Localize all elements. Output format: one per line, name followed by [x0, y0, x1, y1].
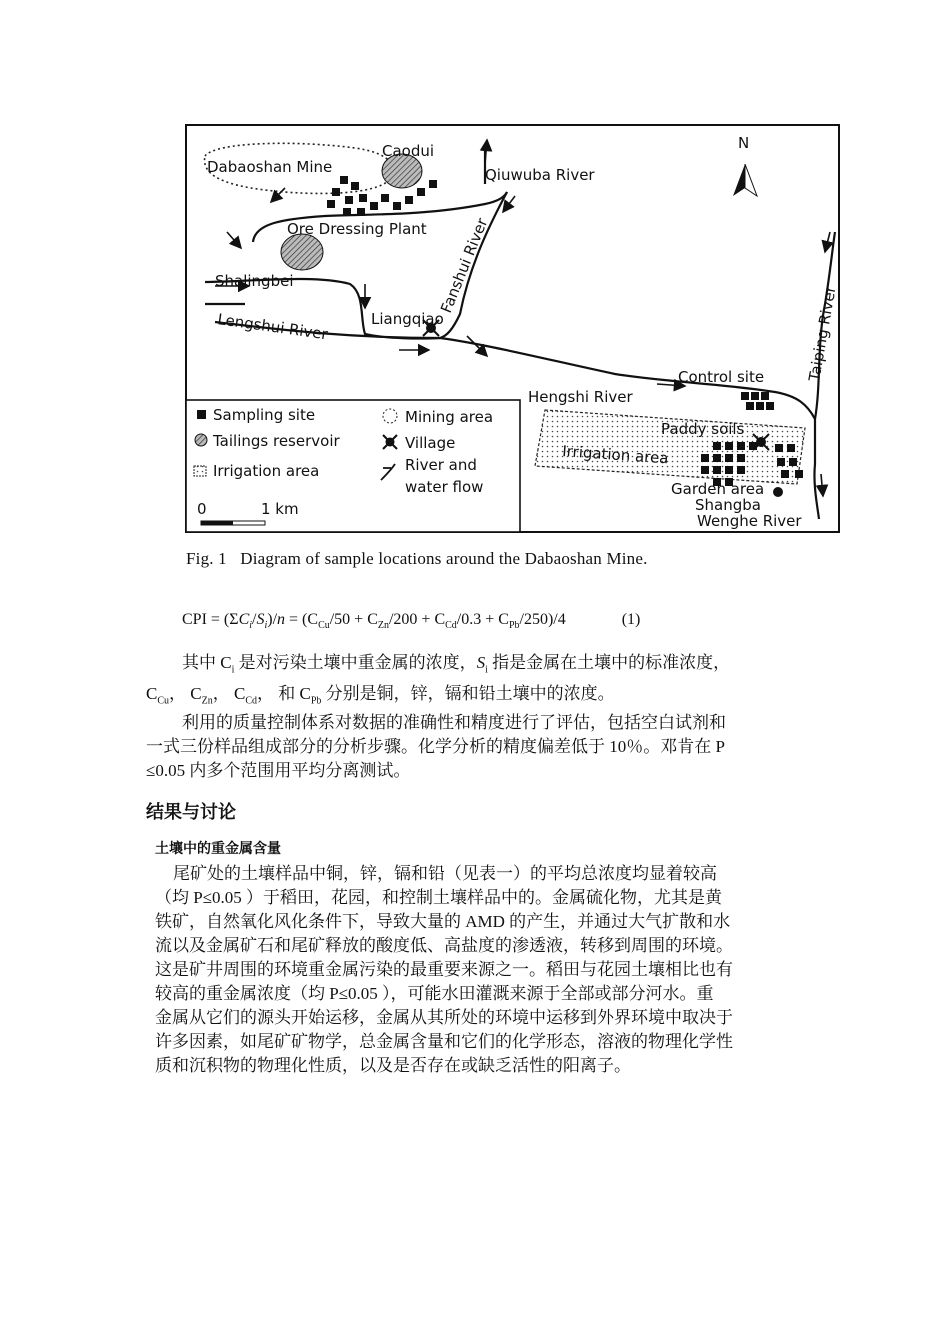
- subsection-heading: 土壤中的重金属含量: [155, 841, 281, 857]
- north-label: N: [738, 134, 750, 152]
- paragraph-definitions: 其中 $C_i$ 是对污染土壤中重金属的浓度，$S_i$ 指是金属在土壤中的标准浓度， $C_{Cu}$， $C_{Zn}$， $C_{Cd}$， 和 $C_{Pb}$ 分别是铜，锌，镉和铅土壤中的浓度。: [146, 653, 731, 707]
- legend-irrigation-swatch: [194, 466, 206, 476]
- legend-irrigation: Irrigation area: [213, 462, 320, 480]
- label-shangba: Shangba: [695, 496, 761, 514]
- figure-caption: Fig. 1 Diagram of sample locations around the Dabaoshan Mine.: [186, 549, 648, 568]
- label-hengshi: Hengshi River: [528, 388, 633, 406]
- label-garden: Garden area: [671, 480, 765, 498]
- legend-river-1: River and: [405, 456, 477, 474]
- study-area-map: [185, 124, 840, 534]
- legend-sampling-swatch: [197, 410, 206, 419]
- legend-mining: Mining area: [405, 408, 494, 426]
- legend-scale-1: 1 km: [261, 500, 299, 518]
- cpi-formula: CPI = $(\Sigma C_i/S_i)/n = (C_{Cu}/50 + C_{Zn}/200 + C_{Cd}/0.3 + C_{Pb}/250)/4$ (1): [182, 611, 641, 632]
- label-lengshui: Lengshui River: [216, 310, 329, 344]
- tailings-reservoir-plant: [281, 234, 323, 270]
- equation-number: (1): [621, 611, 641, 628]
- label-qiuwuba: Qiuwuba River: [485, 166, 595, 184]
- label-control: Control site: [678, 368, 765, 386]
- legend-sampling: Sampling site: [213, 406, 316, 424]
- label-paddy: Paddy soils: [661, 420, 745, 438]
- label-mine: Dabaoshan Mine: [207, 158, 333, 176]
- label-wenghe: Wenghe River: [697, 512, 802, 530]
- section-heading: 结果与讨论: [146, 802, 236, 823]
- legend-tailings-swatch: [195, 434, 207, 446]
- paragraph-quality-control: 利用的质量控制体系对数据的准确性和精度进行了评估，包括空白试剂和 一式三份样品组成部分的分析步骤。化学分析的精度偏差低于 10％。邓肯在 P ≤0.05 内多个范围用平均分离测试。: [146, 713, 726, 780]
- label-irrigation: Irrigation area: [561, 442, 670, 468]
- label-liangqiao: Liangqiao: [371, 310, 444, 328]
- label-fanshui: Fanshui River: [437, 215, 492, 316]
- label-ore-plant: Ore Dressing Plant: [287, 220, 427, 238]
- label-taiping: Taiping River: [805, 284, 840, 383]
- legend-scale-0: 0: [197, 500, 207, 518]
- legend-village: Village: [405, 434, 456, 452]
- legend-river-2: water flow: [405, 478, 484, 496]
- legend-tailings: Tailings reservoir: [213, 432, 340, 450]
- paragraph-results: 尾矿处的土壤样品中铜，锌，镉和铅（见表一）的平均总浓度均显着较高 （均 P≤0.05 ）于稻田，花园，和控制土壤样品中的。金属硫化物，尤其是黄 铁矿，自然氧化风化条件下，导致大量的 AMD 的产生，并通过大气扩散和水 流以及金属矿石和尾矿释放的酸度低、高盐度的渗透液，转移到周围的环境。 这是矿井周围的环境重金属污染的最重要来源之一。稻田与花园土壤相比也有 较高的重金属浓度（均 P≤0.05 ），可能水田灌溉来源于全部或部分河水。重 金属从它们的源头开始运移，金属从其所处的环境中运移到外界环境中取决于 许多因素，如尾矿矿物学，总金属含量和它们的化学形态，溶液的物理化学性 质和沉积物的物理化性质，以及是否存在或缺乏活性的阳离子。: [155, 864, 733, 1075]
- label-shalingbei: Shalingbei: [215, 272, 294, 290]
- label-caodui: Caodui: [382, 142, 435, 160]
